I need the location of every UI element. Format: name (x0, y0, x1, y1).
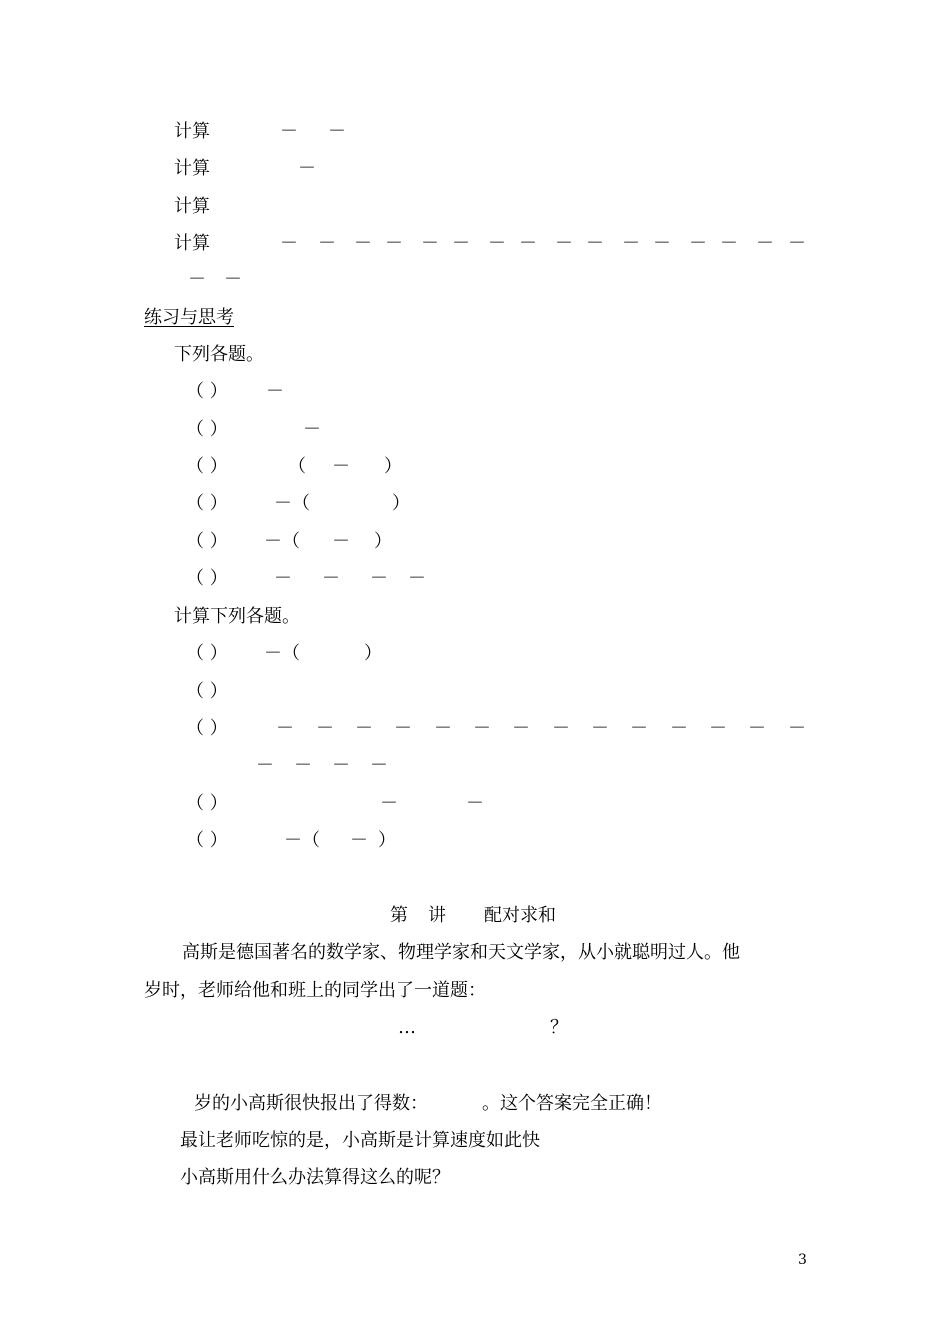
minus-pair: － － (452, 233, 506, 254)
expr-token: － (274, 568, 292, 589)
computation-label: 计算 (174, 233, 210, 254)
item-number: （ ） (186, 493, 228, 514)
expr-token: － (276, 718, 294, 739)
item-number: （ ） (186, 568, 228, 589)
expr-token: － (591, 718, 609, 739)
lecture-title: 配对求和 (484, 905, 556, 926)
section-heading: 练习与思考 (144, 307, 234, 328)
expr-token: － (332, 531, 350, 552)
minus-sign: － (280, 121, 298, 142)
expr-token: － (512, 718, 530, 739)
expr-token: －（ (264, 643, 300, 664)
expr-token: － (380, 793, 398, 814)
paragraph-text: 小高斯用什么办法算得这么的呢？ (180, 1167, 450, 1188)
expr-token: ） (392, 493, 410, 514)
item-number: （ ） (186, 793, 228, 814)
page-number: 3 (798, 1252, 807, 1268)
expr-token: － (294, 755, 312, 776)
computation-label: 计算 (174, 158, 210, 179)
expr-token: － (670, 718, 688, 739)
expr-token: ） (364, 643, 382, 664)
expr-token: ） (384, 456, 402, 477)
paragraph-text: 最让老师吃惊的是，小高斯是计算速度如此快 (180, 1130, 540, 1151)
item-number: （ ） (186, 718, 228, 739)
expr-token: － (303, 419, 321, 440)
computation-label: 计算 (174, 196, 210, 217)
expr-token: － (332, 755, 350, 776)
minus-sign: － (298, 158, 316, 179)
item-number: （ ） (186, 830, 228, 851)
item-number: （ ） (186, 681, 228, 702)
expr-token: － (322, 568, 340, 589)
question-intro: 下列各题。 (174, 344, 264, 365)
item-number: （ ） (186, 381, 228, 402)
expr-token: － (466, 793, 484, 814)
paragraph-text: 。这个答案完全正确！ (482, 1093, 662, 1114)
expr-token: － (552, 718, 570, 739)
lecture-title-prefix: 第 (390, 905, 408, 926)
problem-question-mark: ？ (550, 1017, 568, 1038)
minus-pair: － － (519, 233, 573, 254)
item-number: （ ） (186, 419, 228, 440)
minus-pair: － － (188, 269, 242, 290)
computation-label: 计算 (174, 121, 210, 142)
minus-pair: － － (318, 233, 372, 254)
minus-sign: － (328, 121, 346, 142)
expr-token: －（ (284, 830, 320, 851)
paragraph-text: 高斯是德国著名的数学家、物理学家和天文学家，从小就聪明过人。他 (182, 942, 740, 963)
item-number: （ ） (186, 643, 228, 664)
expr-token: － (394, 718, 412, 739)
expr-token: － (316, 718, 334, 739)
expr-token: － (370, 755, 388, 776)
expr-token: － (350, 830, 368, 851)
expr-token: － (630, 718, 648, 739)
question-intro: 计算下列各题。 (174, 606, 300, 627)
expr-token: － (434, 718, 452, 739)
paragraph-text: 岁时，老师给他和班上的同学出了一道题： (144, 980, 486, 1001)
minus-sign: － (788, 233, 806, 254)
expr-token: － (370, 568, 388, 589)
minus-pair: － － (653, 233, 707, 254)
expr-token: －（ (264, 531, 300, 552)
expr-token: － (256, 755, 274, 776)
item-number: （ ） (186, 456, 228, 477)
minus-pair: － － (720, 233, 774, 254)
expr-token: － (473, 718, 491, 739)
minus-pair: － － (385, 233, 439, 254)
problem-ellipsis: … (398, 1017, 416, 1038)
expr-token: － (332, 456, 350, 477)
expr-token: － (266, 381, 284, 402)
expr-token: ） (378, 830, 396, 851)
item-number: （ ） (186, 531, 228, 552)
expr-token: － (788, 718, 806, 739)
minus-pair: － － (586, 233, 640, 254)
expr-token: － (709, 718, 727, 739)
paragraph-text: 岁的小高斯很快报出了得数： (194, 1093, 428, 1114)
expr-token: －（ (274, 493, 310, 514)
expr-token: － (355, 718, 373, 739)
lecture-title-mid: 讲 (428, 905, 446, 926)
expr-token: － (748, 718, 766, 739)
expr-token: ） (374, 531, 392, 552)
minus-sign: － (280, 233, 298, 254)
expr-token: （ (288, 456, 306, 477)
expr-token: － (408, 568, 426, 589)
